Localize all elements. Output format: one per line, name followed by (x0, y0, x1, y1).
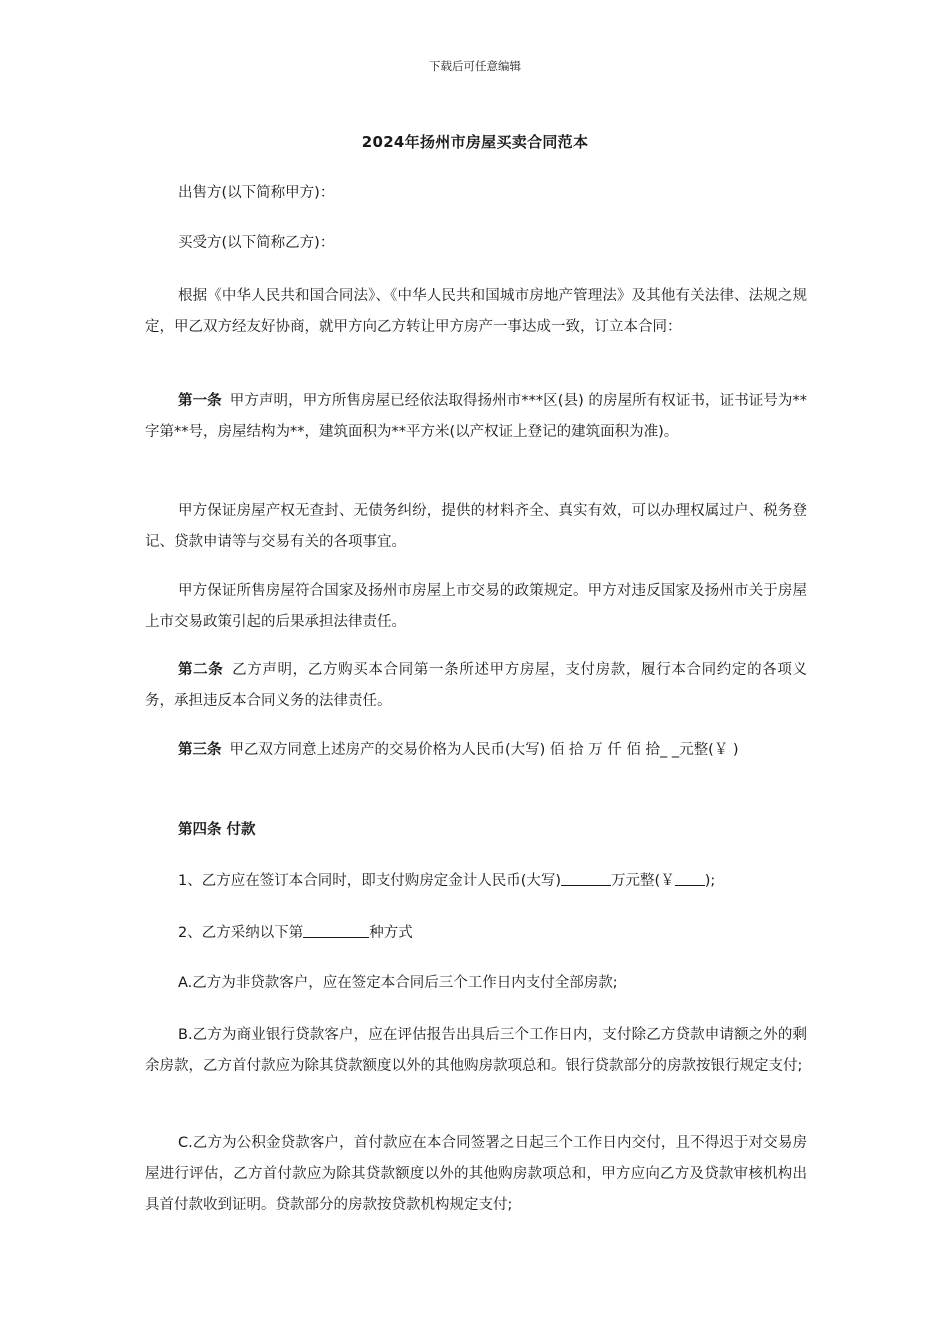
article-1-policy-paragraph: 甲方保证所售房屋符合国家及扬州市房屋上市交易的政策规定。甲方对违反国家及扬州市关于房屋上市交易政策引起的后果承担法律责任。 (145, 583, 807, 630)
article-3-paragraph (145, 735, 807, 766)
preamble-paragraph: 根据《中华人民共和国合同法》、《中华人民共和国城市房地产管理法》及其他有关法律、法规之规定，甲乙双方经友好协商，就甲方向乙方转让甲方房产一事达成一致，订立本合同： (145, 288, 807, 335)
payment-option-a: A.乙方为非贷款客户，应在签定本合同后三个工作日内支付全部房款; (178, 975, 618, 991)
payment-item-1-unit: 万元整(￥ (611, 873, 675, 889)
article-1-guarantee-paragraph: 甲方保证房屋产权无查封、无债务纠纷，提供的材料齐全、真实有效，可以办理权属过户、税务登记、贷款申请等与交易有关的各项事宜。 (145, 503, 807, 550)
document-title: 2024年扬州市房屋买卖合同范本 (361, 133, 589, 151)
payment-item-1-end: ); (704, 873, 716, 889)
deposit-figure-blank[interactable] (675, 870, 705, 886)
article-1-heading: 第一条 (178, 393, 222, 409)
payment-item-1-text: 1、乙方应在签订本合同时，即支付购房定金计人民币(大写) (178, 873, 562, 889)
payment-item-2-end: 种方式 (369, 925, 413, 941)
article-2-heading: 第二条 (178, 662, 224, 678)
payment-item-1 (145, 866, 807, 897)
article-1-text: 甲方声明，甲方所售房屋已经依法取得扬州市***区(县) 的房屋所有权证书，证书证号为**字第**号，房屋结构为**，建筑面积为**平方米(以产权证上登记的建筑面积为准)。 (145, 393, 808, 440)
article-2-paragraph (145, 655, 807, 717)
payment-item-2-text: 2、乙方采纳以下第 (178, 925, 304, 941)
payment-item-2 (145, 918, 807, 949)
payment-method-blank[interactable] (303, 922, 369, 938)
article-1-paragraph (145, 386, 807, 448)
deposit-amount-blank[interactable] (561, 870, 611, 886)
article-3-text: 甲乙双方同意上述房产的交易价格为人民币(大写) 佰 拾 万 仟 佰 拾_ _元整(￥ ) (229, 742, 739, 758)
header-note: 下载后可任意编辑 (429, 59, 521, 73)
payment-option-c: C.乙方为公积金贷款客户，首付款应在本合同签署之日起三个工作日内交付，且不得迟于对交易房屋进行评估，乙方首付款应为除其贷款额度以外的其他购房款项总和，甲方应向乙方及贷款审核机构出具首付款收到证明。贷款部分的房款按贷款机构规定支付; (145, 1135, 807, 1213)
article-4-heading: 第四条 付款 (178, 822, 256, 838)
payment-option-b: B.乙方为商业银行贷款客户，应在评估报告出具后三个工作日内，支付除乙方贷款申请额之外的剩余房款，乙方首付款应为除其贷款额度以外的其他购房款项总和。银行贷款部分的房款按银行规定支付; (145, 1027, 807, 1074)
seller-line: 出售方(以下简称甲方)： (178, 185, 335, 201)
article-3-heading: 第三条 (178, 742, 222, 758)
buyer-line: 买受方(以下简称乙方)： (178, 235, 335, 251)
article-2-text: 乙方声明，乙方购买本合同第一条所述甲方房屋，支付房款，履行本合同约定的各项义务，承担违反本合同义务的法律责任。 (145, 662, 808, 709)
